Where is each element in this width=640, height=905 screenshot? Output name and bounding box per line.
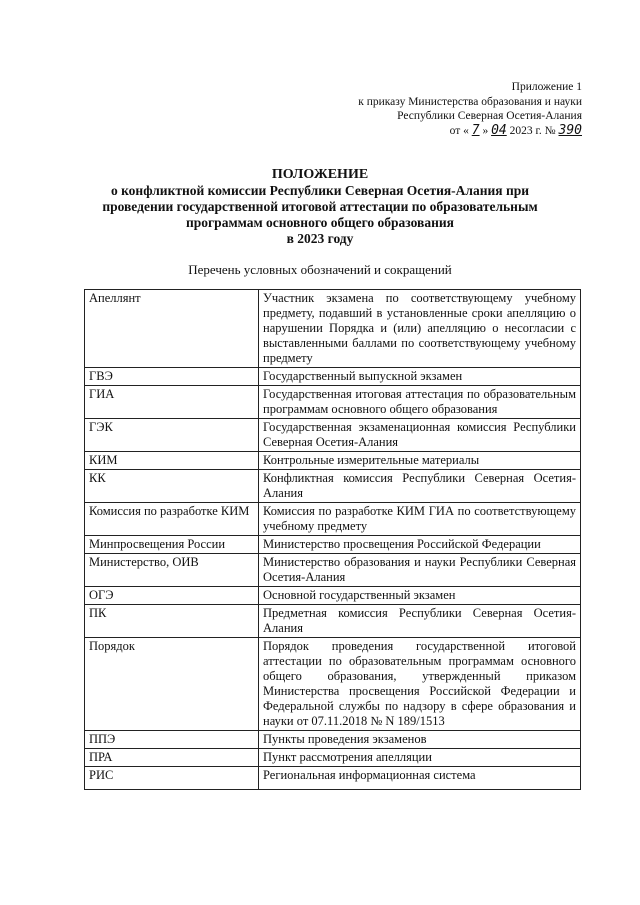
term-cell: РИС bbox=[85, 767, 259, 790]
title-line-1: о конфликтной комиссии Республики Северная Осетия-Алания при bbox=[110, 183, 530, 198]
appendix-line-2: к приказу Министерства образования и науки bbox=[358, 95, 582, 108]
date-prefix: от « bbox=[449, 124, 469, 137]
appendix-date-line bbox=[358, 124, 582, 139]
definition-cell: Предметная комиссия Республики Северная Осетия-Алания bbox=[259, 605, 581, 638]
table-row bbox=[85, 605, 581, 638]
term-cell: ППЭ bbox=[85, 731, 259, 749]
appendix-line-3: Республики Северная Осетия-Алания bbox=[397, 110, 582, 122]
title-line-4: в 2023 году bbox=[286, 231, 354, 246]
table-row bbox=[85, 503, 581, 536]
table-row bbox=[85, 749, 581, 767]
definition-cell: Государственная экзаменационная комиссия Республики Северная Осетия-Алания bbox=[259, 419, 581, 452]
table-row bbox=[85, 452, 581, 470]
term-cell: ПРА bbox=[85, 749, 259, 767]
appendix-line-1: Приложение 1 bbox=[511, 81, 582, 93]
date-mid: » bbox=[482, 124, 489, 137]
term-cell: КК bbox=[85, 470, 259, 503]
definition-cell: Министерство образования и науки Республики Северная Осетия-Алания bbox=[259, 554, 581, 587]
definition-cell: Порядок проведения государственной итоговой аттестации по образовательным программам основного общего образования, утвержденный приказом Министерства просвещения Российской Федерации и Федеральной службы по надзору в сфере образования и науки от 07.11.2018 № N 189/1513 bbox=[259, 638, 581, 731]
definition-cell: Пункты проведения экзаменов bbox=[259, 731, 581, 749]
title-line-3: программам основного общего образования bbox=[186, 215, 454, 230]
handwritten-month: 04 bbox=[491, 122, 507, 138]
year-text: 2023 г. № bbox=[509, 124, 556, 137]
definition-cell: Комиссия по разработке КИМ ГИА по соответствующему учебному предмету bbox=[259, 503, 581, 536]
handwritten-day: 7 bbox=[471, 122, 480, 138]
document-title bbox=[0, 167, 640, 247]
term-cell: Минпросвещения России bbox=[85, 536, 259, 554]
title-heading: ПОЛОЖЕНИЕ bbox=[271, 167, 369, 182]
abbreviations-subtitle: Перечень условных обозначений и сокращений bbox=[188, 262, 452, 277]
definition-cell: Участник экзамена по соответствующему учебному предмету, подавший в установленные сроки апелляцию о нарушении Порядка и (или) апелляцию о несогласии с выставленными баллами по соответствующему учебному предмету bbox=[259, 290, 581, 368]
term-cell: Комиссия по разработке КИМ bbox=[85, 503, 259, 536]
term-cell: ОГЭ bbox=[85, 587, 259, 605]
table-row bbox=[85, 731, 581, 749]
term-cell: КИМ bbox=[85, 452, 259, 470]
definition-cell: Пункт рассмотрения апелляции bbox=[259, 749, 581, 767]
abbreviations-table bbox=[84, 289, 581, 790]
table-row bbox=[85, 767, 581, 790]
definition-cell: Конфликтная комиссия Республики Северная Осетия-Алания bbox=[259, 470, 581, 503]
table-row bbox=[85, 554, 581, 587]
title-line-2: проведении государственной итоговой аттестации по образовательным bbox=[102, 199, 538, 214]
term-cell: ГЭК bbox=[85, 419, 259, 452]
definition-cell: Государственный выпускной экзамен bbox=[259, 368, 581, 386]
table-row bbox=[85, 368, 581, 386]
definition-cell: Государственная итоговая аттестация по образовательным программам основного общего образования bbox=[259, 386, 581, 419]
definition-cell: Контрольные измерительные материалы bbox=[259, 452, 581, 470]
table-row bbox=[85, 386, 581, 419]
table-row bbox=[85, 290, 581, 368]
handwritten-number: 390 bbox=[558, 122, 582, 138]
table-row bbox=[85, 638, 581, 731]
table-row bbox=[85, 536, 581, 554]
term-cell: Министерство, ОИВ bbox=[85, 554, 259, 587]
table-row bbox=[85, 470, 581, 503]
definition-cell: Региональная информационная система bbox=[259, 767, 581, 790]
definition-cell: Министерство просвещения Российской Федерации bbox=[259, 536, 581, 554]
definition-cell: Основной государственный экзамен bbox=[259, 587, 581, 605]
table-row bbox=[85, 419, 581, 452]
appendix-header bbox=[358, 80, 582, 138]
term-cell: ПК bbox=[85, 605, 259, 638]
term-cell: ГИА bbox=[85, 386, 259, 419]
term-cell: ГВЭ bbox=[85, 368, 259, 386]
table-row bbox=[85, 587, 581, 605]
term-cell: Апеллянт bbox=[85, 290, 259, 368]
term-cell: Порядок bbox=[85, 638, 259, 731]
